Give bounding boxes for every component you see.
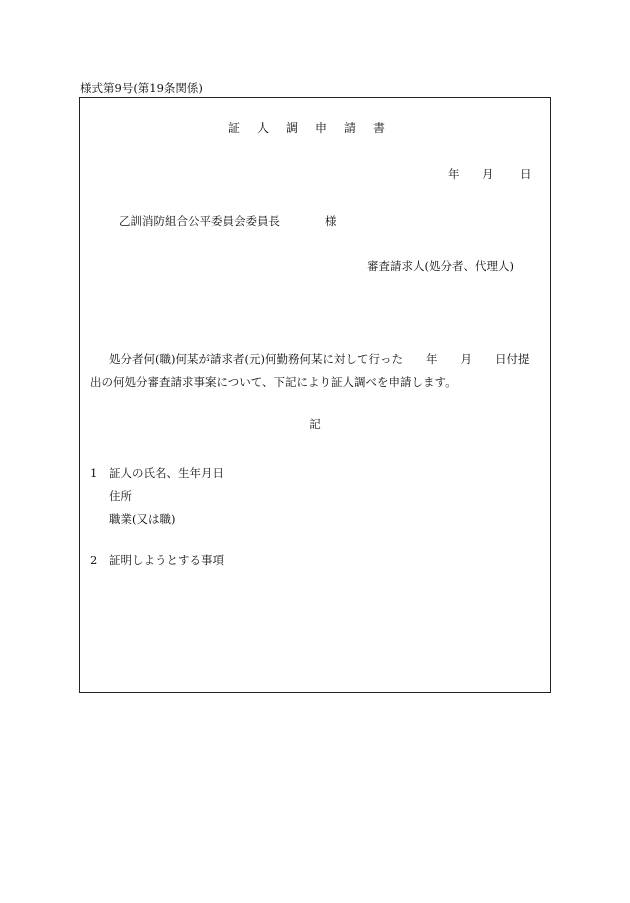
date-day: 日 — [520, 167, 532, 181]
date-line — [448, 166, 532, 182]
item-1-number: 1 — [90, 466, 98, 480]
form-number-label: 様式第9号(第19条関係) — [80, 81, 203, 95]
item-2-line-1: 証明しようとする事項 — [109, 553, 224, 567]
body-paragraph — [90, 348, 540, 394]
item-1-line-1: 1 証人の氏名、生年月日 — [90, 462, 224, 485]
body-line-2: 出の何処分審査請求事案について、下記により証人調べを申請します。 — [90, 375, 457, 389]
ki-heading: 記 — [309, 417, 321, 431]
item-1-line-3: 職業(又は職) — [109, 512, 176, 526]
addressee-honorific: 様 — [325, 214, 337, 228]
addressee: 乙訓消防組合公平委員会委員長 — [119, 214, 280, 228]
applicant-label: 審査請求人(処分者、代理人) — [367, 259, 514, 273]
date-month: 月 — [482, 167, 494, 181]
document-title: 証人調申請書 — [227, 121, 402, 135]
item-2 — [90, 552, 224, 568]
body-line-1: 処分者何(職)何某が請求者(元)何勤務何某に対して行った 年 月 日付提 — [109, 352, 530, 366]
item-1-line-2: 住所 — [109, 489, 132, 503]
form-frame — [79, 97, 551, 693]
date-year: 年 — [448, 167, 460, 181]
item-2-number: 2 — [90, 553, 98, 567]
item-1 — [90, 462, 224, 531]
